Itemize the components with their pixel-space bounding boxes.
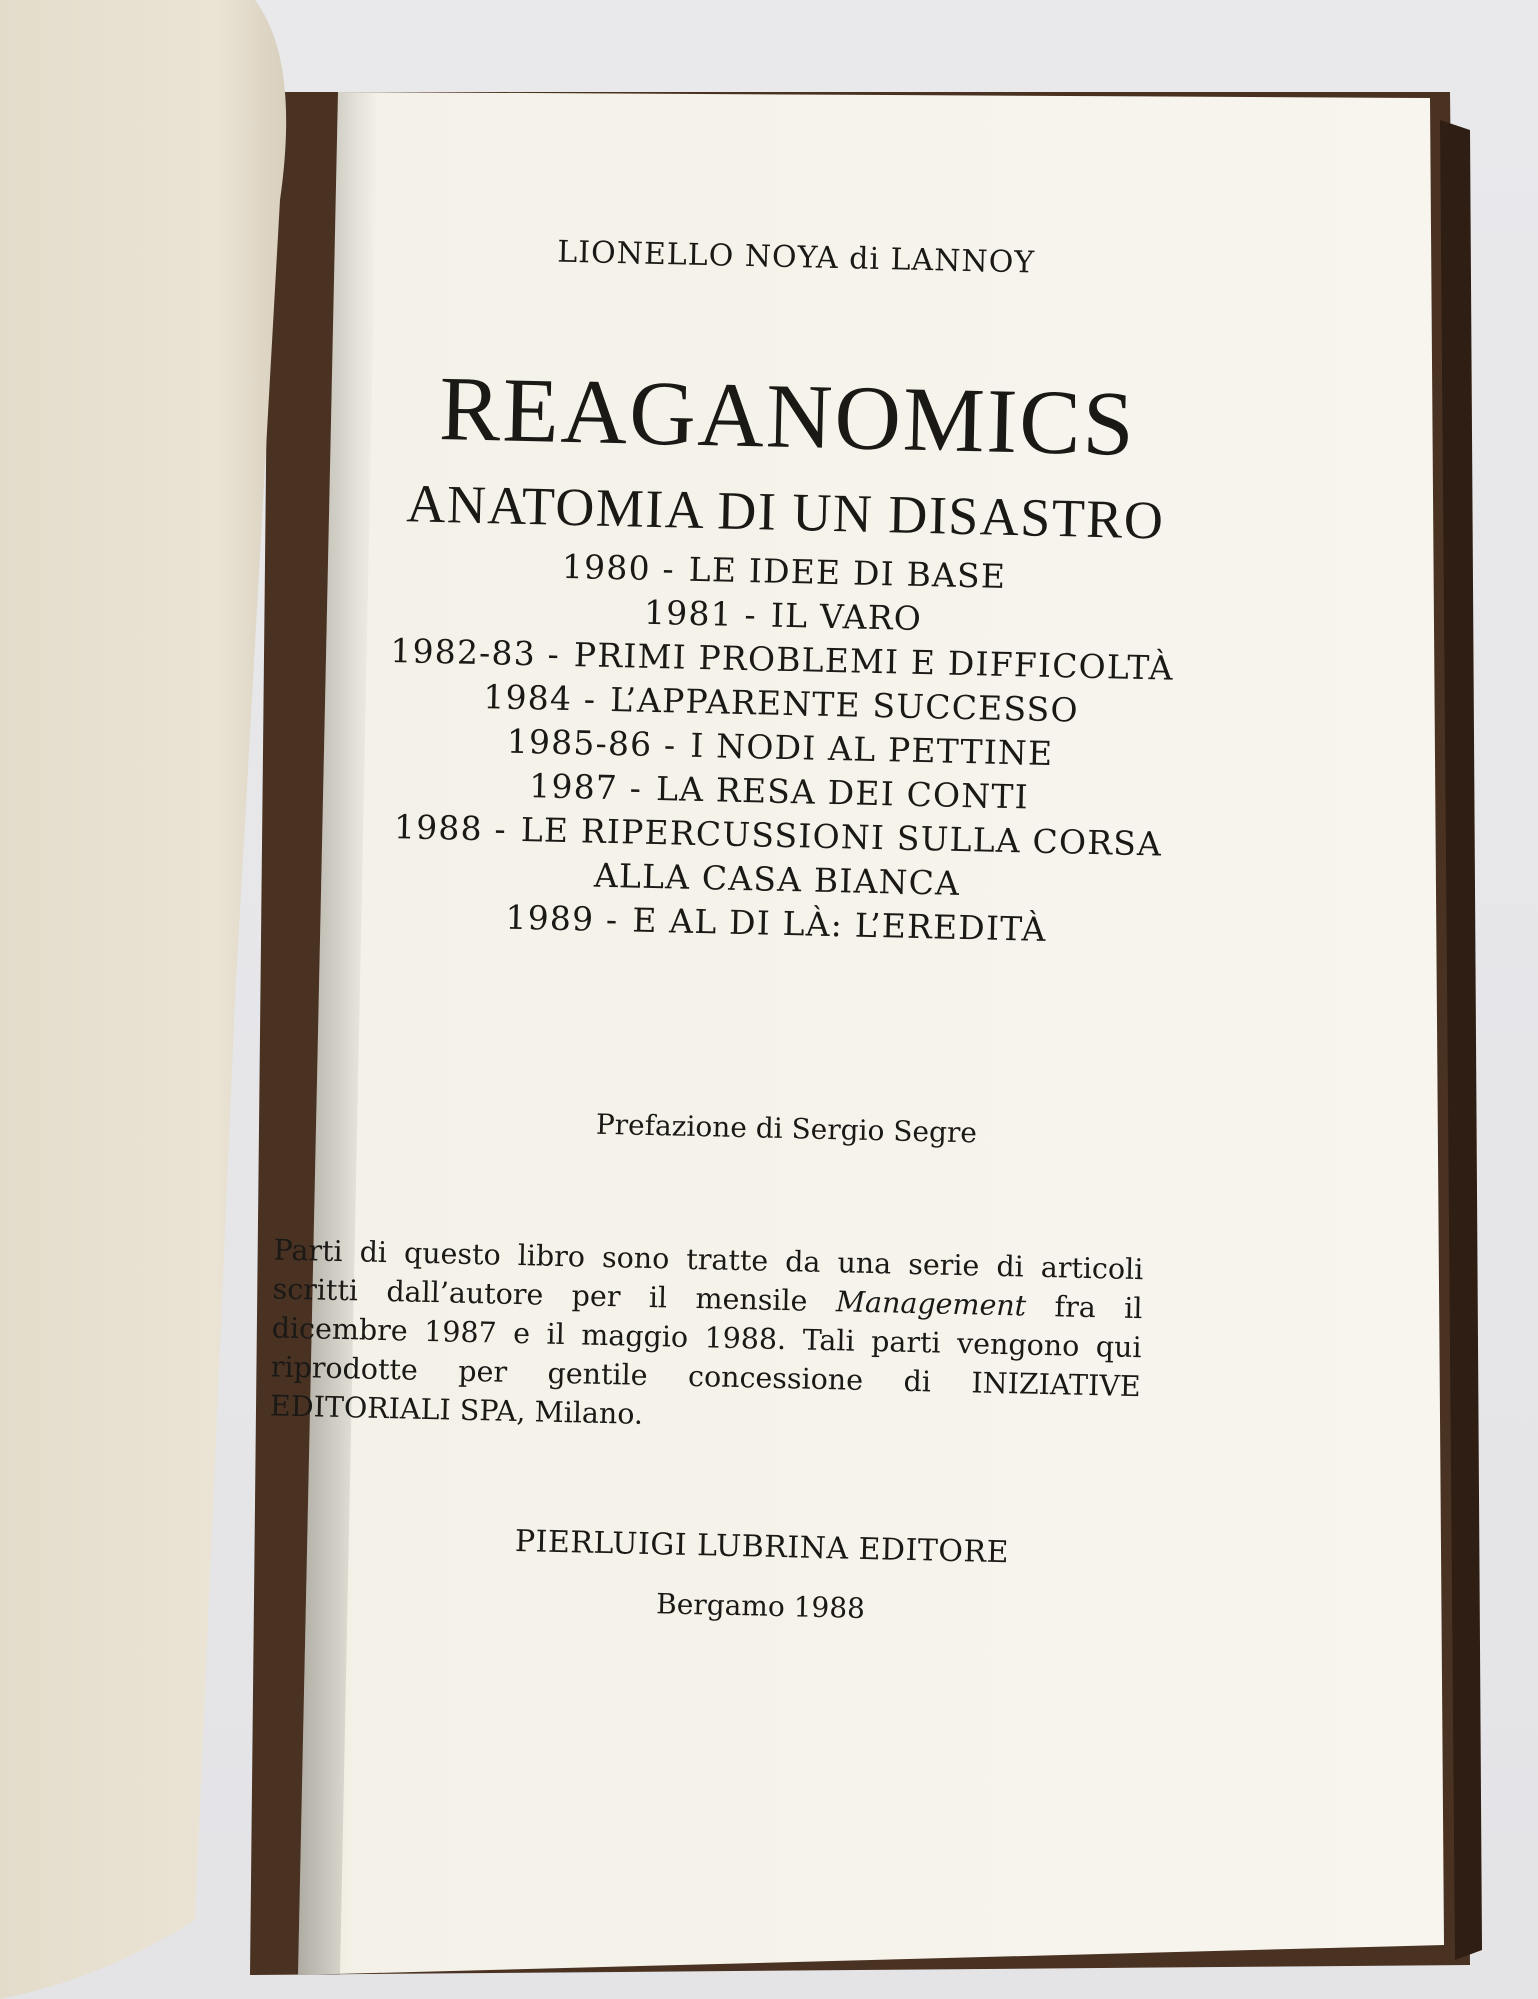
chapter-year: 1981 -: [643, 592, 758, 635]
book-title: REAGANOMICS: [438, 357, 1138, 475]
author-name: LIONELLO NOYA di LANNOY: [556, 234, 1036, 281]
chapter-title: LA RESA DEI CONTI: [655, 769, 1030, 817]
chapter-year: 1982-83 -: [389, 630, 561, 674]
chapter-title: I NODI AL PETTINE: [689, 725, 1054, 774]
book-subtitle: ANATOMIA DI UN DISASTRO: [405, 473, 1166, 551]
source-note: [270, 1230, 1144, 1445]
chapter-list: [131, 535, 1430, 960]
chapter-title: E AL DI LÀ: L’EREDITÀ: [631, 900, 1048, 949]
chapter-title: LE IDEE DI BASE: [688, 549, 1007, 596]
chapter-year: 1984 -: [482, 677, 597, 719]
chapter-year: 1985-86 -: [506, 721, 677, 765]
source-note-text: fra il dicembre 1987 e il maggio 1988. Tali parti vengono qui riprodotte per gentile concessione di INIZIATIVE EDITORIALI SPA, Milano.: [269, 1289, 1143, 1431]
source-note-text: Parti di questo libro sono tratte da una serie di articoli scritti dall’autore per il mensile: [272, 1233, 1144, 1319]
chapter-year: 1988 -: [393, 807, 508, 849]
publication-place-year: Bergamo 1988: [655, 1587, 866, 1625]
magazine-name: Management: [835, 1285, 1027, 1323]
chapter-year: 1980 -: [561, 546, 676, 589]
chapter-year: 1989 -: [505, 897, 619, 940]
title-page-text: [110, 75, 1440, 1884]
chapter-title: ALLA CASA BIANCA: [593, 855, 961, 903]
preface-credit: Prefazione di Sergio Segre: [595, 1107, 978, 1150]
chapter-title: PRIMI PROBLEMI E DIFFICOLTÀ: [573, 635, 1175, 688]
chapter-year: 1987 -: [528, 766, 643, 808]
chapter-title: IL VARO: [770, 595, 923, 639]
chapter-title: LE RIPERCUSSIONI SULLA CORSA: [520, 809, 1163, 864]
publisher-name: PIERLUIGI LUBRINA EDITORE: [514, 1524, 1010, 1571]
chapter-title: L’APPARENTE SUCCESSO: [609, 679, 1080, 730]
